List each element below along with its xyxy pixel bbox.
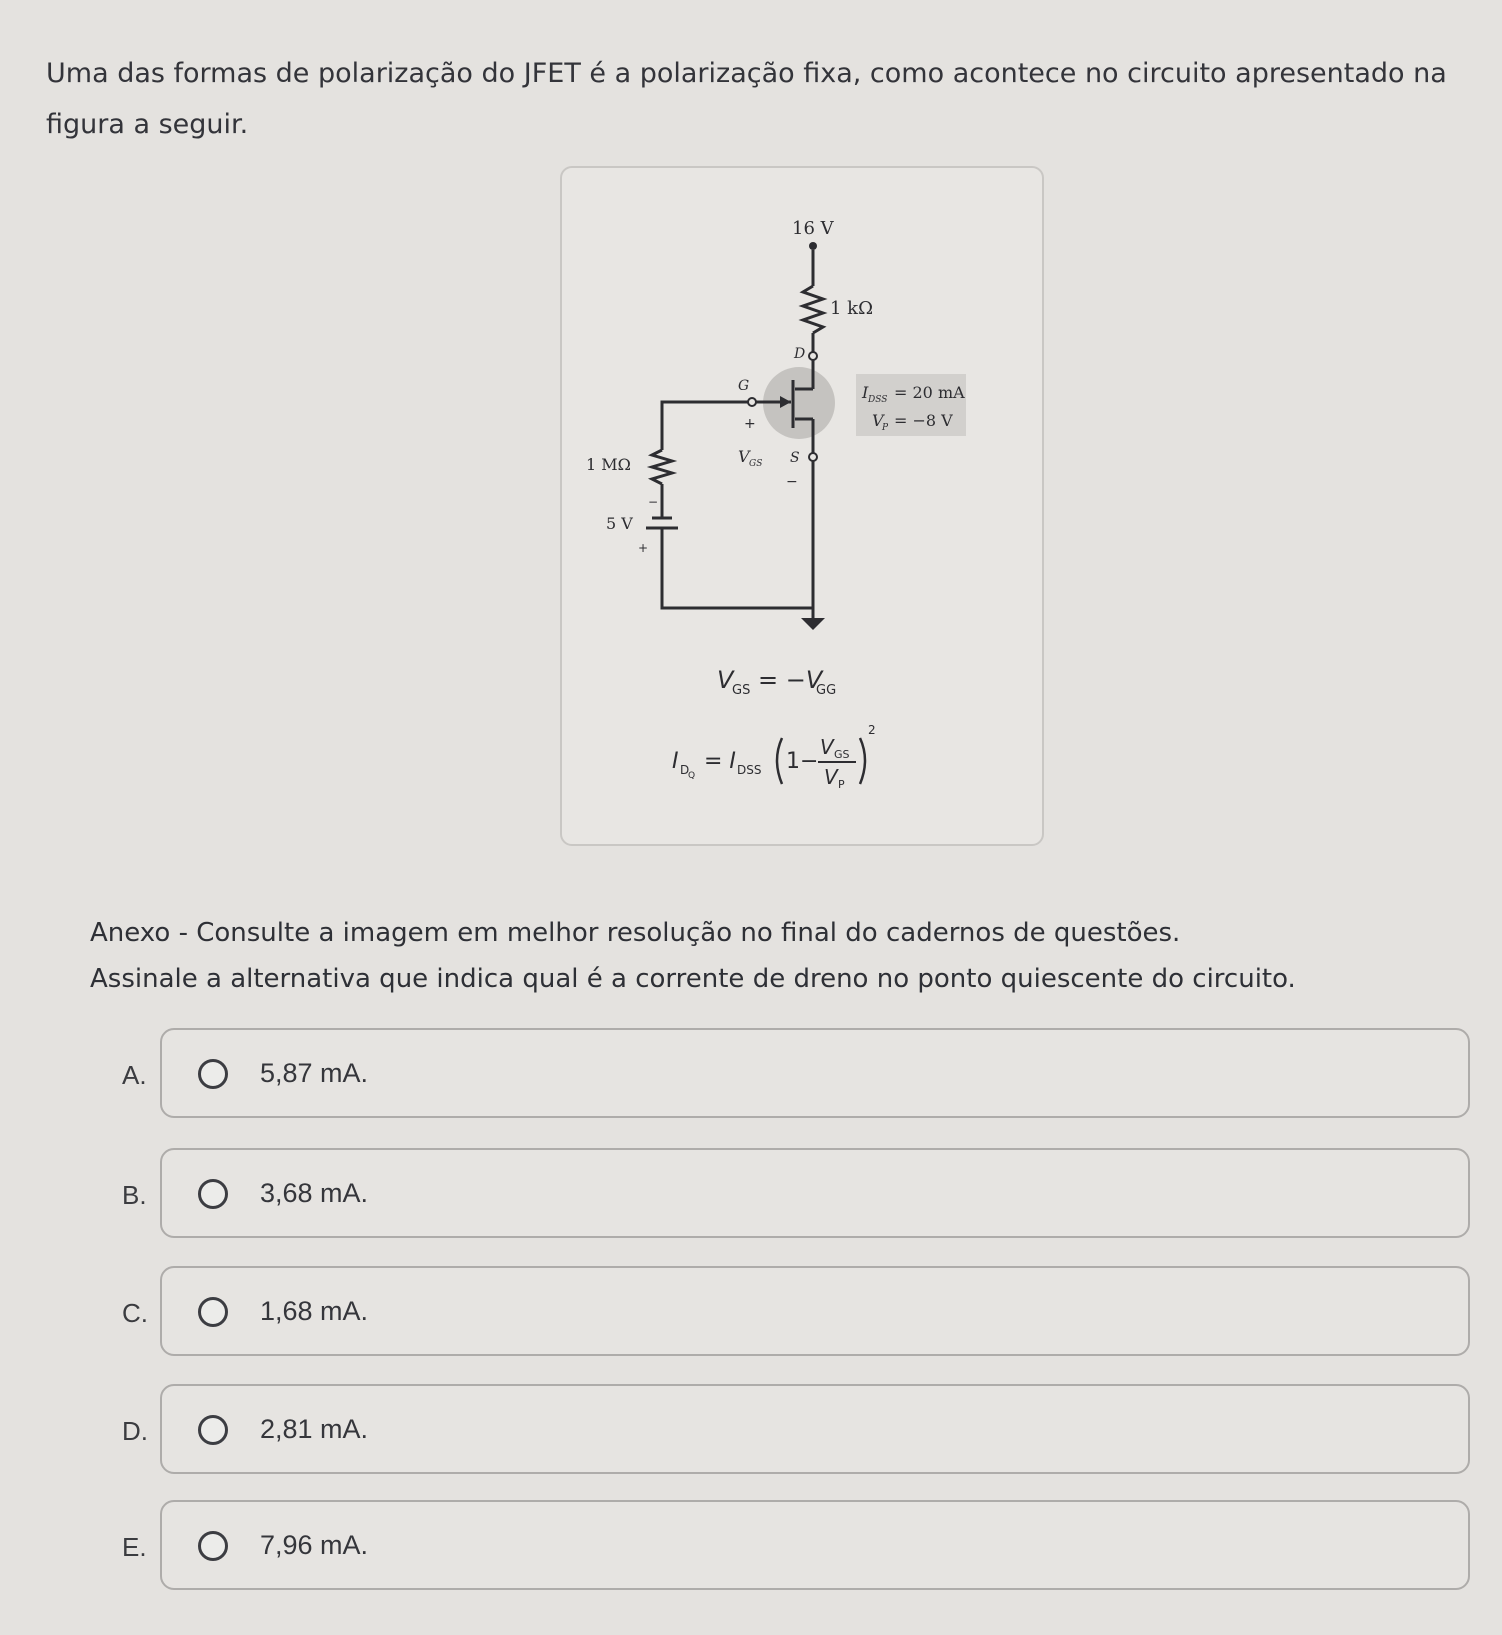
gate-terminal (748, 398, 756, 406)
option-letter: D. (122, 1416, 148, 1446)
vgg-label: 5 V (606, 514, 633, 533)
eq2-one-minus: 1− (786, 749, 819, 774)
eq1-vgs: V (717, 666, 734, 694)
option-e-card[interactable] (160, 1500, 1470, 1590)
circuit-diagram (562, 168, 1042, 844)
option-text: 1,68 mA. (260, 1296, 369, 1326)
question-stem-line-1: Uma das formas de polarização do JFET é a polarização fixa, como acontece no circuito apresentado na (46, 58, 1447, 89)
vdd-label: 16 V (792, 218, 834, 239)
eq2-id: I (672, 749, 679, 774)
eq1-vgs-sub: GS (732, 683, 751, 698)
option-c[interactable] (110, 1266, 1470, 1356)
eq2-id-subsub: Q (688, 771, 696, 781)
option-d-card[interactable] (160, 1384, 1470, 1474)
eq2-denominator-sub: P (838, 778, 845, 791)
eq1-rhs: = −V (758, 666, 823, 694)
eq2-idss-sub: DSS (737, 763, 762, 777)
rg-label: 1 MΩ (586, 455, 631, 474)
option-text: 5,87 mA. (260, 1058, 369, 1088)
annex-note: Anexo - Consulte a imagem em melhor resolução no final do cadernos de questões. (90, 918, 1181, 948)
idss-value: = 20 mA (894, 383, 965, 402)
gate-wire (662, 402, 748, 450)
rg-resistor (652, 450, 672, 484)
question-stem-line-2: figura a seguir. (46, 109, 249, 140)
eq2-eq: = I (704, 749, 736, 774)
option-letter: C. (122, 1298, 148, 1328)
vgs-subscript: GS (749, 459, 763, 469)
rd-resistor (803, 286, 823, 333)
circuit-figure (560, 166, 1044, 846)
rd-label: 1 kΩ (830, 298, 874, 319)
source-label: S (790, 450, 800, 466)
option-e[interactable] (110, 1500, 1470, 1590)
radio-button[interactable] (198, 1179, 228, 1209)
radio-button[interactable] (198, 1415, 228, 1445)
option-letter: A. (122, 1060, 147, 1090)
eq2-numerator-sub: GS (834, 748, 850, 761)
eq2-numerator: V (820, 735, 834, 759)
vgg-minus: − (648, 495, 659, 509)
question-prompt: Assinale a alternativa que indica qual é a corrente de dreno no ponto quiescente do circuito. (90, 964, 1296, 994)
option-d[interactable] (110, 1384, 1470, 1474)
radio-button[interactable] (198, 1297, 228, 1327)
vgg-plus: + (638, 541, 649, 555)
question-instructions (90, 910, 1470, 1002)
vgs-symbol: V (738, 447, 750, 466)
option-letter: B. (122, 1180, 147, 1210)
vdd-terminal (809, 242, 817, 250)
eq1-vgg-sub: GG (816, 683, 837, 698)
drain-terminal (809, 352, 817, 360)
eq2-denominator: V (824, 765, 838, 789)
option-c-card[interactable] (160, 1266, 1470, 1356)
radio-button[interactable] (198, 1531, 228, 1561)
ground-icon (801, 618, 825, 630)
idss-symbol: I (862, 383, 869, 402)
vp-symbol: V (872, 411, 884, 430)
option-letter: E. (122, 1532, 147, 1562)
drain-label: D (794, 346, 806, 362)
radio-button[interactable] (198, 1059, 228, 1089)
option-a[interactable] (110, 1028, 1470, 1118)
vgs-minus: − (786, 474, 798, 490)
option-text: 7,96 mA. (260, 1530, 369, 1560)
option-b[interactable] (110, 1148, 1470, 1238)
option-b-card[interactable] (160, 1148, 1470, 1238)
vgs-plus: + (744, 416, 756, 432)
source-terminal (809, 453, 817, 461)
vp-value: = −8 V (894, 411, 953, 430)
gate-label: G (738, 378, 750, 394)
option-text: 3,68 mA. (260, 1178, 369, 1208)
question-stem (46, 48, 1496, 150)
option-text: 2,81 mA. (260, 1414, 369, 1444)
return-wire (662, 528, 813, 608)
idss-subscript: DSS (868, 395, 888, 405)
eq2-id-sub: D (680, 763, 690, 777)
vp-subscript: P (882, 423, 889, 433)
eq2-exponent: 2 (868, 723, 876, 737)
eq2-left-paren (777, 738, 782, 784)
eq2-right-paren (860, 738, 865, 784)
option-a-card[interactable] (160, 1028, 1470, 1118)
